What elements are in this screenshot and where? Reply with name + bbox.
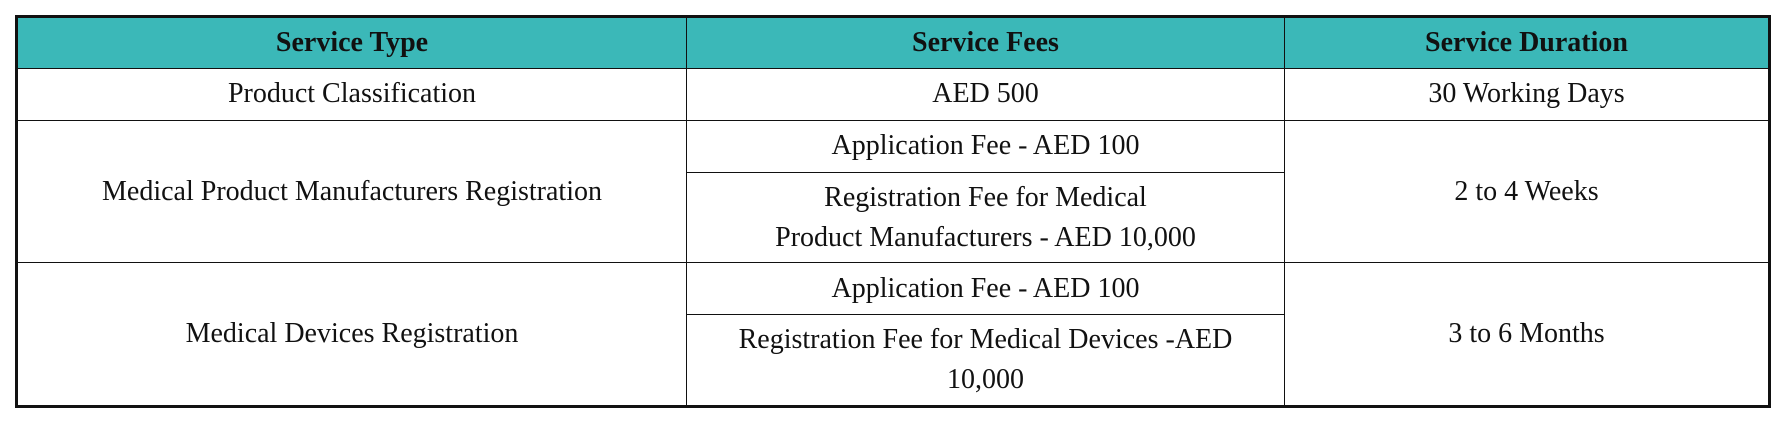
table-row	[17, 69, 1770, 121]
cell-service-fee: Application Fee - AED 100	[687, 120, 1285, 172]
cell-service-type: Medical Product Manufacturers Registration	[17, 120, 687, 263]
service-fees-table	[15, 15, 1771, 408]
cell-service-fee: Application Fee - AED 100	[687, 263, 1285, 315]
cell-service-duration: 2 to 4 Weeks	[1285, 120, 1770, 263]
cell-service-fee: AED 500	[687, 69, 1285, 121]
fees-table-container	[15, 15, 1768, 408]
table-row	[17, 120, 1770, 172]
cell-service-duration: 30 Working Days	[1285, 69, 1770, 121]
header-row	[17, 17, 1770, 69]
cell-service-type: Medical Devices Registration	[17, 263, 687, 407]
header-service-fees: Service Fees	[687, 17, 1285, 69]
table-row	[17, 263, 1770, 315]
cell-service-fee: Registration Fee for Medical Product Manufacturers - AED 10,000	[687, 172, 1285, 263]
table-body	[17, 69, 1770, 407]
header-service-duration: Service Duration	[1285, 17, 1770, 69]
cell-service-fee: Registration Fee for Medical Devices -AED 10,000	[687, 315, 1285, 407]
table-header	[17, 17, 1770, 69]
cell-service-duration: 3 to 6 Months	[1285, 263, 1770, 407]
header-service-type: Service Type	[17, 17, 687, 69]
cell-service-type: Product Classification	[17, 69, 687, 121]
